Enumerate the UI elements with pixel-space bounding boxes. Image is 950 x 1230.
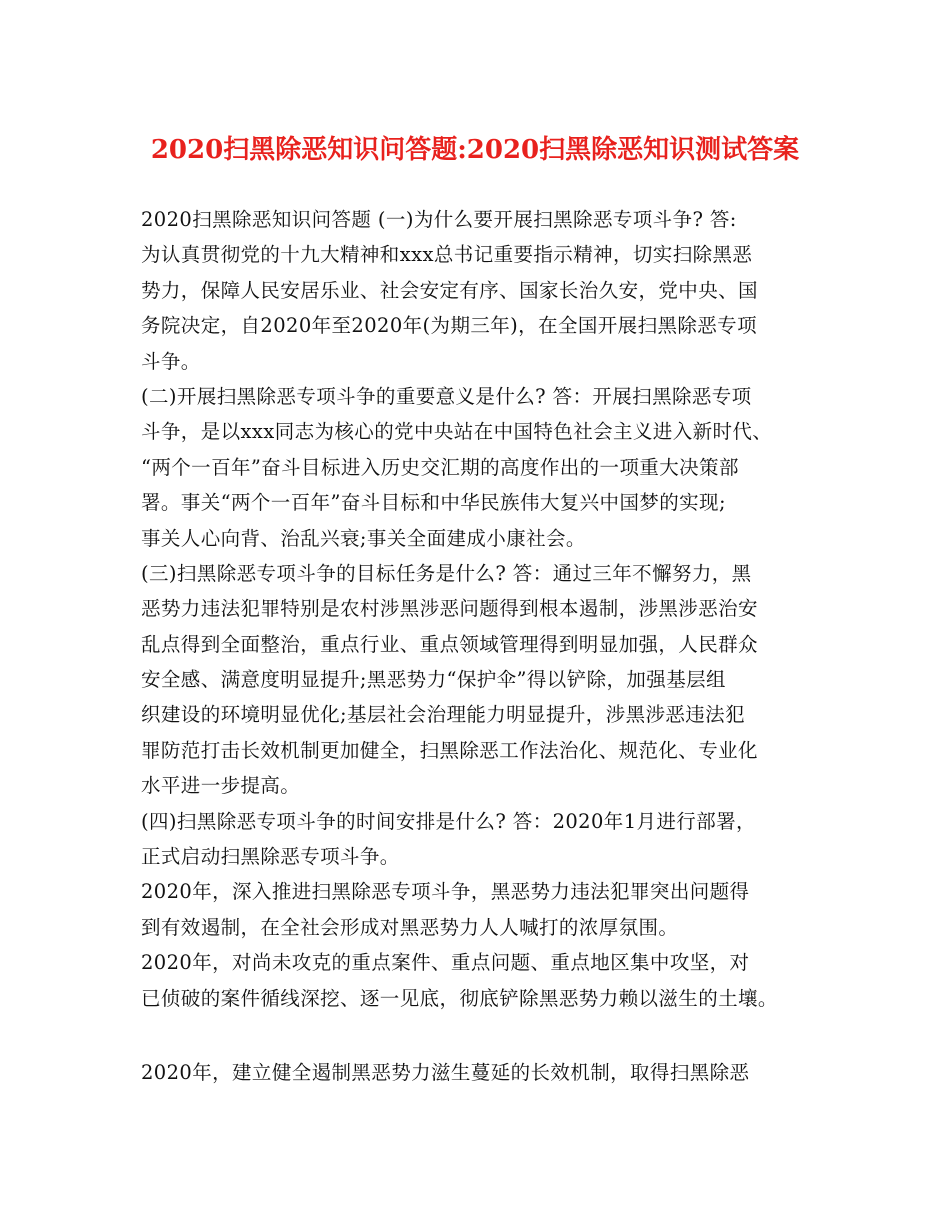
paragraph-gap xyxy=(141,1016,831,1055)
body-line: 势力，保障人民安居乐业、社会安定有序、国家长治久安，党中央、国 xyxy=(141,278,758,302)
body-line: 2020扫黑除恶知识问答题 (一)为什么要开展扫黑除恶专项斗争? 答: xyxy=(141,208,737,231)
body-line: 到有效遏制，在全社会形成对黑恶势力人人喊打的浓厚氛围。 xyxy=(141,915,679,939)
body-line: 2020年，建立健全遏制黑恶势力滋生蔓延的长效机制，取得扫黑除恶 xyxy=(141,1060,750,1084)
body-line: 已侦破的案件循线深挖、逐一见底，彻底铲除黑恶势力赖以滋生的土壤。 xyxy=(141,986,778,1010)
body-line: “两个一百年”奋斗目标进入历史交汇期的高度作出的一项重大决策部 xyxy=(141,455,739,479)
body-line: (四)扫黑除恶专项斗争的时间安排是什么? 答：2020年1月进行部署， xyxy=(141,809,756,833)
body-line: 织建设的环境明显优化;基层社会治理能力明显提升，涉黑涉恶违法犯 xyxy=(141,703,745,727)
body-line: 安全感、满意度明显提升;黑恶势力“保护伞”得以铲除，加强基层组 xyxy=(141,668,726,692)
body-line: (三)扫黑除恶专项斗争的目标任务是什么? 答：通过三年不懈努力，黑 xyxy=(141,561,752,585)
body-line: 斗争。 xyxy=(141,349,201,373)
body-line: 乱点得到全面整治，重点行业、重点领域管理得到明显加强，人民群众 xyxy=(141,632,758,656)
document-body xyxy=(141,202,831,1090)
body-line: 务院决定，自2020年至2020年(为期三年)，在全国开展扫黑除恶专项 xyxy=(141,314,757,338)
body-line: 水平进一步提高。 xyxy=(141,774,301,798)
body-line: 罪防范打击长效机制更加健全，扫黑除恶工作法治化、规范化、专业化 xyxy=(141,738,758,762)
body-line: 为认真贯彻党的十九大精神和xxx总书记重要指示精神，切实扫除黑恶 xyxy=(141,243,753,267)
body-line: 2020年，对尚未攻克的重点案件、重点问题、重点地区集中攻坚，对 xyxy=(141,951,750,975)
body-line: 斗争，是以xxx同志为核心的党中央站在中国特色社会主义进入新时代、 xyxy=(141,420,773,444)
body-line: 2020年，深入推进扫黑除恶专项斗争，黑恶势力违法犯罪突出问题得 xyxy=(141,880,750,904)
body-line: (二)开展扫黑除恶专项斗争的重要意义是什么? 答：开展扫黑除恶专项 xyxy=(141,384,752,408)
body-line: 正式启动扫黑除恶专项斗争。 xyxy=(141,845,400,869)
body-line: 事关人心向背、治乱兴衰;事关全面建成小康社会。 xyxy=(141,526,586,550)
body-line: 署。事关“两个一百年”奋斗目标和中华民族伟大复兴中国梦的实现; xyxy=(141,491,726,515)
document-title: 2020扫黑除恶知识问答题:2020扫黑除恶知识测试答案 xyxy=(150,135,800,165)
body-line: 恶势力违法犯罪特别是农村涉黑涉恶问题得到根本遏制，涉黑涉恶治安 xyxy=(141,597,758,621)
